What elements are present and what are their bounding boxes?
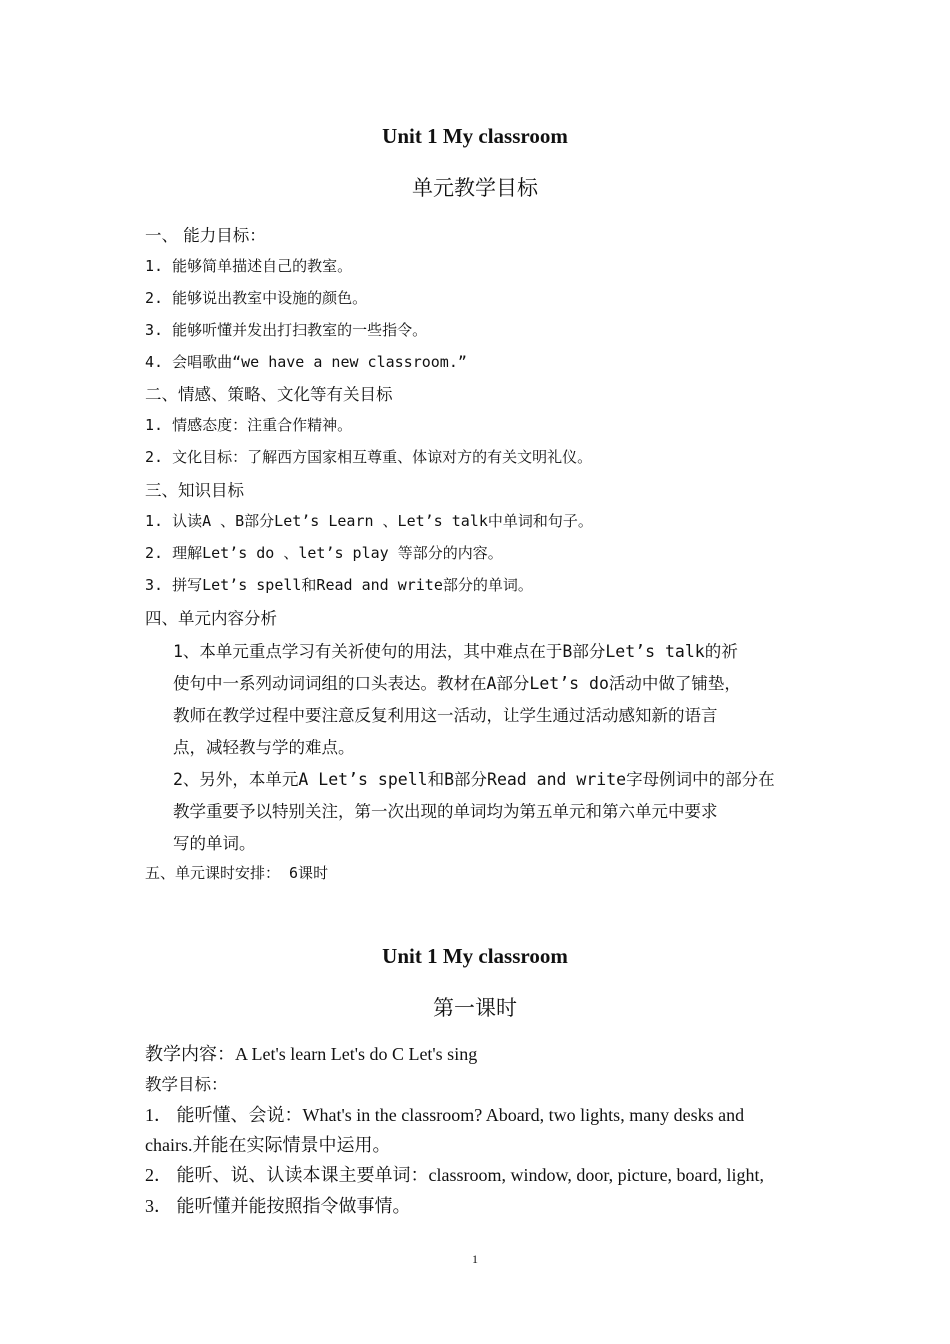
analysis-line: 教学重要予以特别关注，第一次出现的单词均为第五单元和第六单元中要求	[173, 802, 718, 821]
analysis-line: 写的单词。	[173, 834, 256, 853]
emotion-goals-heading: 二、情感、策略、文化等有关目标	[145, 385, 393, 404]
analysis-line: 1、本单元重点学习有关祈使句的用法，其中难点在于B部分Let’s talk的祈	[173, 642, 738, 661]
page-number: 1	[472, 1252, 478, 1266]
knowledge-goals-heading: 三、知识目标	[145, 481, 244, 500]
analysis-line: 教师在教学过程中要注意反复利用这一活动，让学生通过活动感知新的语言	[173, 706, 718, 725]
knowledge-item: 1. 认读A 、B部分Let’s Learn 、Let’s talk中单词和句子。	[145, 512, 593, 530]
lesson-goal-line: 1． 能听懂、会说：What's in the classroom? Aboard, two lights, many desks and	[145, 1105, 745, 1125]
lesson-goal-line: chairs.并能在实际情景中运用。	[145, 1135, 391, 1155]
knowledge-item: 3. 拼写Let’s spell和Read and write部分的单词。	[145, 576, 533, 594]
analysis-heading: 四、单元内容分析	[145, 609, 277, 628]
ability-item: 3. 能够听懂并发出打扫教室的一些指令。	[145, 321, 428, 339]
emotion-item: 2. 文化目标：了解西方国家相互尊重、体谅对方的有关文明礼仪。	[145, 448, 593, 466]
analysis-line: 使句中一系列动词词组的口头表达。教材在A部分Let’s do活动中做了铺垫，	[173, 674, 741, 693]
analysis-line: 2、另外，本单元A Let’s spell和B部分Read and write字母例词中的部分在	[173, 770, 775, 789]
lesson-subtitle: 第一课时	[433, 996, 517, 1020]
unit-title: Unit 1 My classroom	[382, 124, 568, 148]
ability-item: 2. 能够说出教室中设施的颜色。	[145, 289, 368, 307]
unit-goals-subtitle: 单元教学目标	[412, 176, 538, 200]
ability-item: 1. 能够简单描述自己的教室。	[145, 257, 353, 275]
ability-goals-heading: 一、 能力目标：	[145, 226, 266, 245]
lesson-goal-line: 2． 能听、说、认读本课主要单词：classroom, window, door, picture, board, light,	[145, 1165, 765, 1185]
emotion-item: 1. 情感态度：注重合作精神。	[145, 416, 353, 434]
analysis-line: 点，减轻教与学的难点。	[173, 738, 355, 757]
schedule-line: 五、单元课时安排： 6课时	[145, 864, 329, 882]
knowledge-item: 2. 理解Let’s do 、let’s play 等部分的内容。	[145, 544, 503, 562]
lesson-goals-label: 教学目标：	[145, 1075, 228, 1094]
ability-item: 4. 会唱歌曲“we have a new classroom.”	[145, 353, 467, 371]
lesson-content-line: 教学内容：A Let's learn Let's do C Let's sing	[145, 1044, 478, 1064]
lesson-goal-line: 3． 能听懂并能按照指令做事情。	[145, 1196, 411, 1216]
lesson-unit-title: Unit 1 My classroom	[382, 944, 568, 968]
